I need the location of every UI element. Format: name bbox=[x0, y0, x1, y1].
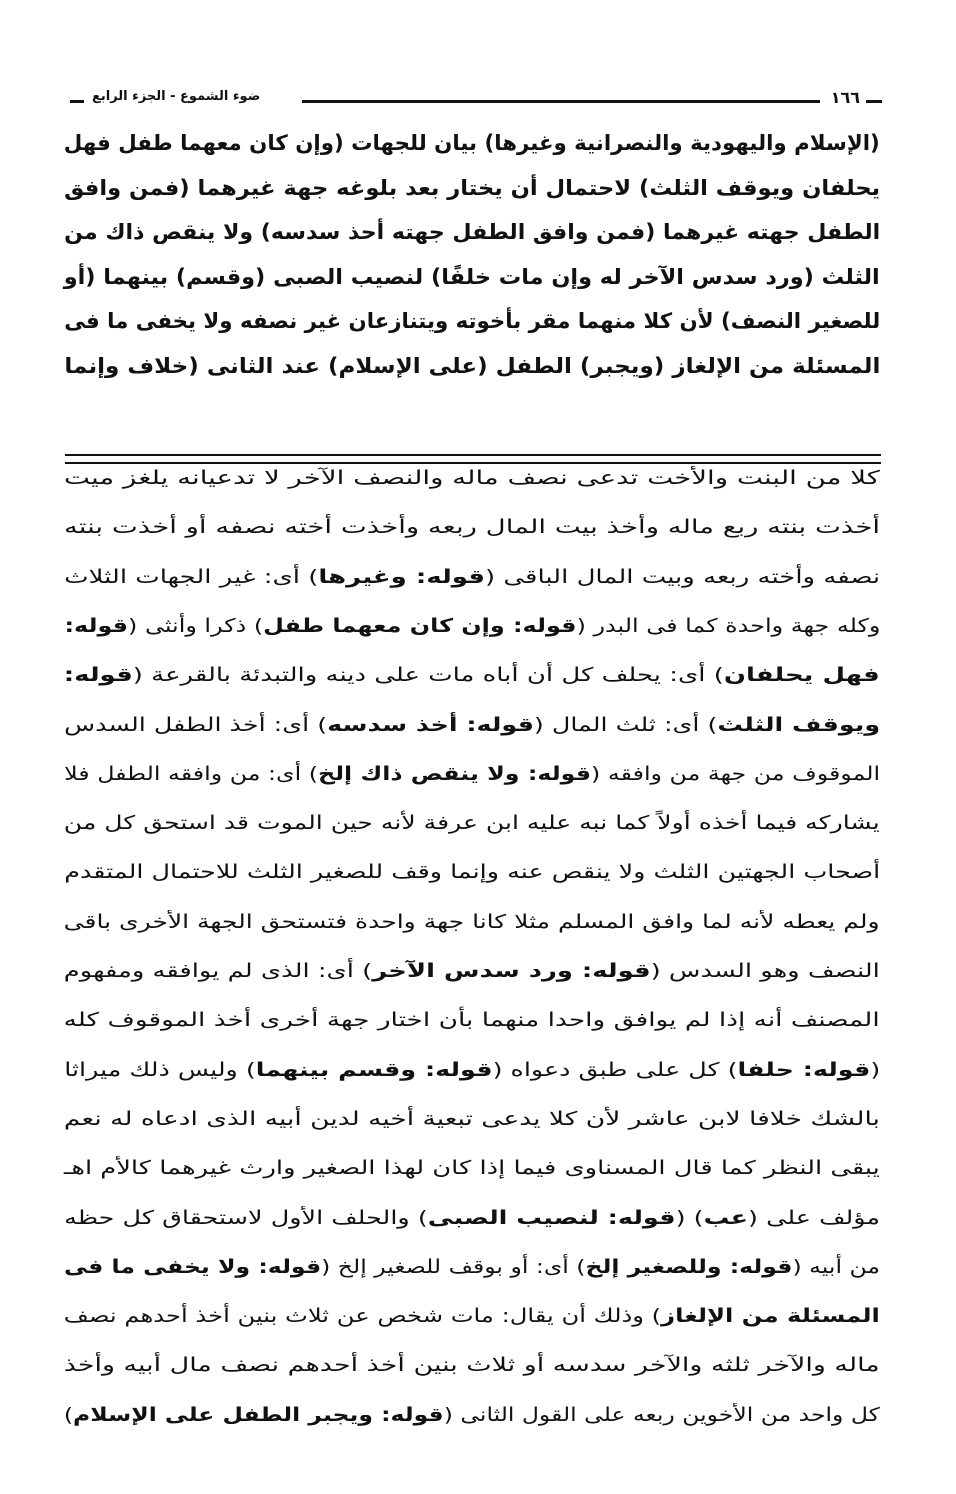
commentary-text: ) bbox=[64, 1403, 74, 1426]
commentary-text: الموقوف من جهة من وافقه ( bbox=[590, 762, 880, 785]
commentary-text: ) كل على طبق دعواه ( bbox=[492, 1058, 738, 1081]
commentary-line-content bbox=[64, 1207, 880, 1229]
commentary-text: مؤلف على ( bbox=[747, 1206, 880, 1229]
separator-rule bbox=[65, 462, 881, 464]
commentary-line bbox=[64, 467, 880, 507]
header-rule bbox=[302, 100, 820, 103]
commentary-line-content bbox=[64, 1108, 880, 1130]
commentary-text: ) ذكرا وأنثى ( bbox=[127, 614, 263, 637]
commentary-line-content bbox=[64, 861, 880, 883]
commentary-text: ) ( bbox=[675, 1206, 704, 1229]
commentary-text: ) أى: ثلث المال ( bbox=[533, 713, 718, 736]
commentary-line bbox=[64, 1354, 880, 1394]
commentary-line bbox=[64, 1157, 880, 1197]
commentary-text: ) أى: الذى لم يوافقه ومفهوم bbox=[64, 960, 373, 982]
quoted-phrase: ويوقف الثلث bbox=[717, 713, 880, 736]
quoted-phrase: قوله: ولا ينقص ذاك إلخ bbox=[317, 762, 591, 785]
commentary-text: المصنف أنه إذا لم يوافق واحدا منهما بأن اختار جهة أخرى أخذ الموقوف كله bbox=[64, 1009, 880, 1032]
separator-rule bbox=[65, 454, 881, 456]
commentary-text: النصف وهو السدس ( bbox=[650, 960, 880, 982]
quoted-phrase: قوله: حلفا bbox=[737, 1058, 871, 1081]
main-text-line bbox=[64, 220, 880, 260]
main-text-line bbox=[64, 309, 880, 349]
commentary-line-content bbox=[64, 1009, 880, 1031]
main-text-line bbox=[64, 354, 880, 394]
commentary-line bbox=[64, 714, 880, 754]
commentary-line bbox=[64, 1108, 880, 1148]
quoted-phrase: عب bbox=[703, 1206, 748, 1229]
commentary-line-content bbox=[64, 1157, 880, 1179]
quoted-phrase: قوله: لنصيب الصبى bbox=[427, 1206, 676, 1229]
quoted-phrase: قوله: وغيرها bbox=[318, 565, 485, 588]
commentary-line-content bbox=[64, 566, 880, 588]
commentary-line bbox=[64, 1059, 880, 1099]
commentary-line-content bbox=[64, 812, 880, 834]
commentary-line-content bbox=[64, 1059, 880, 1081]
commentary-line-content bbox=[64, 911, 880, 933]
main-text-line-content: يحلفان ويوقف الثلث) لاحتمال أن يختار بعد بلوغه جهة غيرهما (فمن وافق bbox=[64, 175, 880, 200]
commentary-text: ) وليس ذلك ميراثا bbox=[64, 1058, 256, 1081]
main-text-line-content: للصغير النصف) لأن كلا منهما مقر بأخوته ويتنازعان غير نصفه ولا يخفى ما فى bbox=[64, 309, 880, 334]
commentary-line bbox=[64, 1207, 880, 1247]
header-dash bbox=[70, 100, 84, 103]
quoted-phrase: قوله: وإن كان معهما طفل bbox=[262, 614, 577, 637]
commentary-line-content bbox=[64, 1404, 880, 1426]
commentary-line bbox=[64, 566, 880, 606]
main-text-line bbox=[64, 176, 880, 216]
commentary-text: أخذت بنته ربع ماله وأخذ بيت المال ربعه وأخذت أخته نصفه أو أخذت بنته bbox=[64, 516, 880, 539]
main-text-line-content: الطفل جهته غيرهما (فمن وافق الطفل جهته أحذ سدسه) ولا ينقص ذاك من bbox=[63, 220, 880, 245]
commentary-line bbox=[64, 1404, 880, 1444]
quoted-phrase: قوله: ورد سدس الآخر bbox=[372, 960, 651, 982]
commentary-text: يبقى النظر كما قال المسناوى فيما إذا كان لهذا الصغير وارث غيرهما كالأم اهـ bbox=[64, 1157, 880, 1180]
quoted-phrase: قوله: bbox=[63, 664, 134, 687]
commentary-line-content bbox=[64, 467, 880, 489]
book-title: ضوء الشموع - الجزء الرابع bbox=[92, 89, 261, 104]
main-text-line bbox=[64, 265, 880, 305]
running-header bbox=[70, 88, 882, 114]
commentary-line-content bbox=[64, 714, 880, 736]
commentary-line-content bbox=[64, 615, 880, 637]
commentary-line-content bbox=[64, 1354, 880, 1376]
commentary-text: من أبيه ( bbox=[792, 1255, 880, 1278]
main-text-line bbox=[64, 131, 880, 171]
commentary-text: ) أى: من وافقه الطفل فلا bbox=[64, 762, 318, 785]
header-dash bbox=[866, 100, 882, 103]
commentary-line bbox=[64, 664, 880, 704]
page-number: ١٦٦ bbox=[830, 88, 860, 107]
commentary-text: أصحاب الجهتين الثلث ولا ينقص عنه وإنما وقف للصغير الثلث للاحتمال المتقدم bbox=[64, 861, 880, 884]
quoted-phrase: قوله: وقسم بينهما bbox=[255, 1058, 493, 1081]
commentary-line bbox=[64, 1009, 880, 1049]
commentary-text: ) أى: غير الجهات الثلاث bbox=[64, 565, 319, 588]
commentary-line bbox=[64, 812, 880, 852]
commentary-text: ماله والآخر ثلثه والآخر سدسه أو ثلاث بنين أخذ أحدهم نصف مال أبيه وأخذ bbox=[63, 1354, 880, 1377]
commentary-line-content bbox=[64, 1305, 880, 1327]
commentary-line bbox=[64, 911, 880, 951]
commentary-text: ولم يعطه لأنه لما وافق المسلم مثلا كانا جهة واحدة فتستحق الجهة الأخرى باقى bbox=[64, 910, 880, 933]
commentary-text: كلا من البنت والأخت تدعى نصف ماله والنصف الآخر لا تدعيانه يلغز ميت bbox=[64, 467, 880, 489]
commentary-line bbox=[64, 516, 880, 556]
commentary-text: ) أى: أو بوقف للصغير إلخ ( bbox=[321, 1255, 586, 1278]
commentary-text: ( bbox=[870, 1058, 880, 1081]
commentary-text: كل واحد من الأخوين ربعه على القول الثانى ( bbox=[443, 1403, 880, 1426]
commentary-line bbox=[64, 763, 880, 803]
main-text-line-content: (الإسلام واليهودية والنصرانية وغيرها) بيان للجهات (وإن كان معهما طفل فهل bbox=[63, 131, 880, 155]
quoted-phrase: قوله: ولا يخفى ما فى bbox=[64, 1255, 322, 1278]
commentary-line bbox=[64, 1305, 880, 1345]
commentary-line-content bbox=[64, 516, 880, 538]
commentary-line bbox=[64, 1256, 880, 1296]
commentary-text: بالشك خلافا لابن عاشر لأن كلا يدعى تبعية أخيه لدين أبيه الذى ادعاه له نعم bbox=[63, 1107, 880, 1130]
commentary-text: ) أى: يحلف كل أن أباه مات على دينه والتبدئة بالقرعة ( bbox=[133, 664, 725, 687]
commentary-text: ) والحلف الأول لاستحقاق كل حظه bbox=[64, 1206, 428, 1229]
quoted-phrase: قوله: ويجبر الطفل على الإسلام bbox=[73, 1403, 444, 1426]
commentary-line-content bbox=[64, 664, 880, 686]
commentary-line-content bbox=[64, 960, 880, 982]
commentary-line-content bbox=[64, 763, 880, 785]
main-text-line-content: الثلث (ورد سدس الآخر له وإن مات خلفًا) لنصيب الصبى (وقسم) بينهما (أو bbox=[64, 264, 880, 289]
commentary-line bbox=[64, 960, 880, 1000]
commentary-text: ) أى: أخذ الطفل السدس bbox=[64, 713, 328, 736]
commentary-line bbox=[64, 615, 880, 655]
commentary-text: يشاركه فيما أخذه أولاً كما نبه عليه ابن عرفة لأنه حين الموت قد استحق كل من bbox=[64, 812, 880, 835]
commentary-line-content bbox=[64, 1256, 880, 1278]
commentary-text: ) وذلك أن يقال: مات شخص عن ثلاث بنين أخذ أحدهم نصف bbox=[64, 1305, 662, 1328]
quoted-phrase: المسئلة من الإلغاز bbox=[661, 1305, 880, 1328]
main-text-line-content: المسئلة من الإلغاز (ويجبر) الطفل (على الإسلام) عند الثانى (خلاف وإنما bbox=[64, 354, 880, 378]
commentary-text: وكله جهة واحدة كما فى البدر ( bbox=[576, 614, 880, 637]
commentary-text: نصفه وأخته ربعه وبيت المال الباقى ( bbox=[484, 565, 880, 588]
commentary-line bbox=[64, 861, 880, 901]
quoted-phrase: قوله: bbox=[64, 614, 128, 637]
quoted-phrase: فهل يحلفان bbox=[724, 664, 880, 687]
quoted-phrase: قوله: أخذ سدسه bbox=[327, 713, 534, 736]
quoted-phrase: قوله: وللصغير إلخ bbox=[585, 1255, 793, 1278]
